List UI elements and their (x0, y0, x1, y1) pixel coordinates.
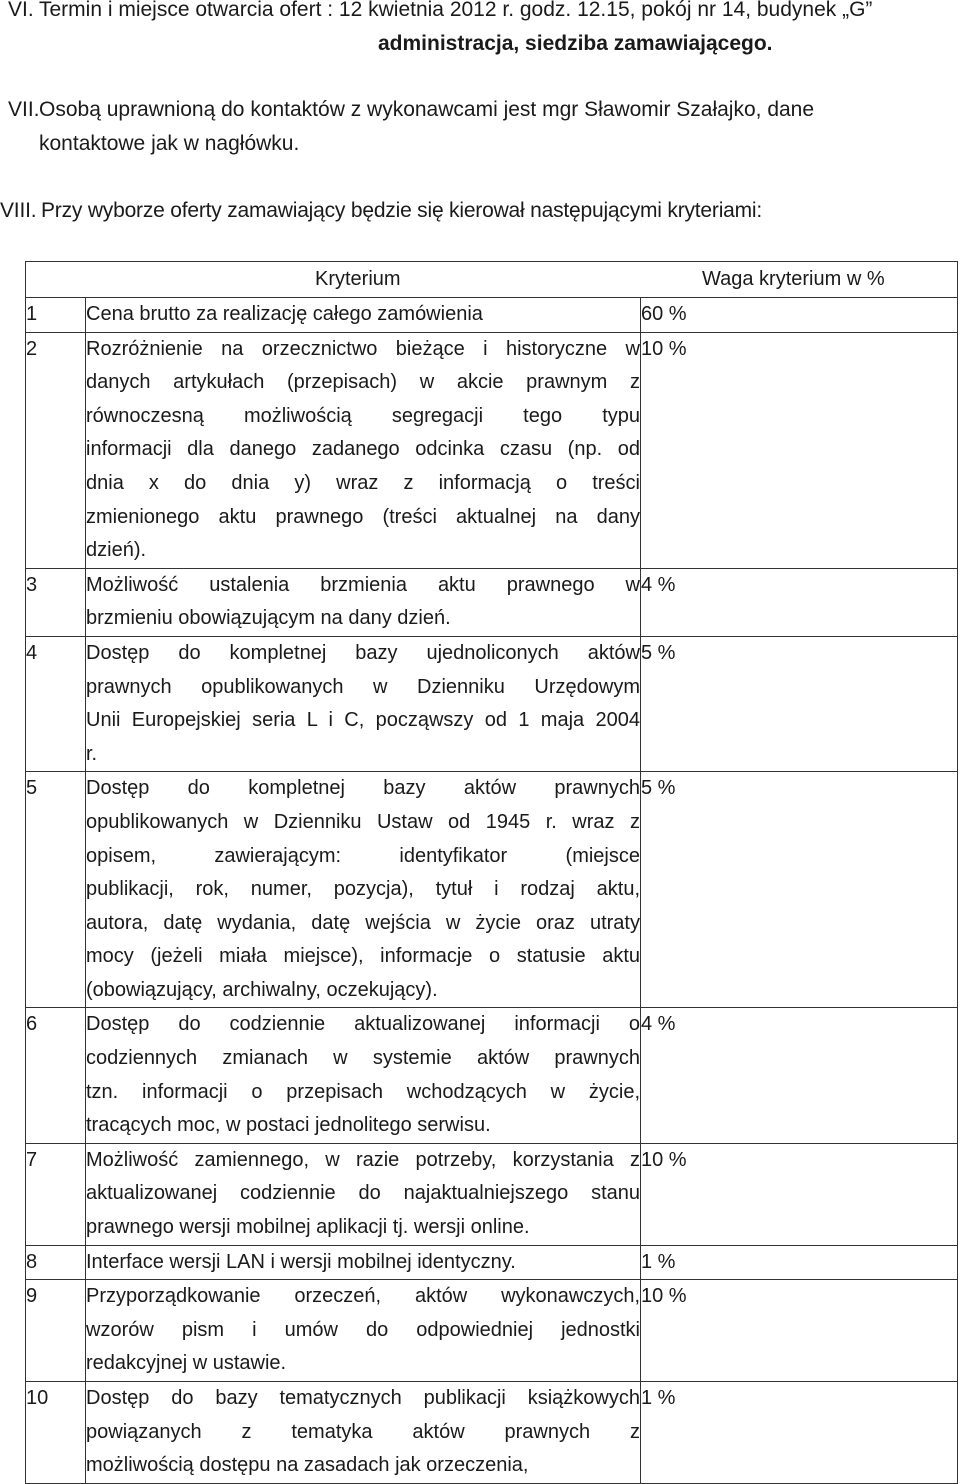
table-row (26, 568, 958, 636)
criterion-line: Dostęp do kompletnej bazy aktów prawnych (86, 777, 640, 800)
row-weight: 4 % (641, 568, 958, 636)
section-viii-number: VIII. (0, 199, 37, 222)
table-row (26, 1143, 958, 1245)
row-criterion (86, 772, 641, 1008)
criterion-line: możliwością dostępu na zasadach jak orzeczenia, (86, 1454, 529, 1477)
criterion-line: brzmieniu obowiązującym na dany dzień. (86, 607, 451, 630)
row-number: 7 (26, 1143, 86, 1245)
criterion-line: mocy (jeżeli miała miejsce), informacje o statusie aktu (86, 945, 640, 968)
criterion-line: (obowiązujący, archiwalny, oczekujący). (86, 978, 438, 1001)
row-criterion (86, 332, 641, 568)
criterion-line: dnia x do dnia y) wraz z informacją o treści (86, 471, 640, 494)
row-number: 3 (26, 568, 86, 636)
row-weight: 10 % (641, 1280, 958, 1382)
table-row (26, 1008, 958, 1143)
table-row (26, 298, 958, 333)
table-row (26, 772, 958, 1008)
section-vi-number: VI. (8, 0, 34, 21)
row-number: 4 (26, 636, 86, 771)
criterion-line: Dostęp do kompletnej bazy ujednoliconych aktów (86, 641, 640, 664)
table-row (26, 1382, 958, 1484)
criterion-line: powiązanych z tematyka aktów prawnych z (86, 1420, 640, 1443)
criterion-line: Interface wersji LAN i wersji mobilnej identyczny. (86, 1250, 516, 1273)
criterion-line: Rozróżnienie na orzecznictwo bieżące i historyczne w (86, 337, 640, 360)
section-vii-number: VII. (8, 98, 40, 121)
row-number: 9 (26, 1280, 86, 1382)
criterion-line: r. (86, 742, 98, 765)
row-weight: 5 % (641, 772, 958, 1008)
row-criterion (86, 1382, 641, 1484)
criterion-line: redakcyjnej w ustawie. (86, 1352, 287, 1375)
criterion-line: danych artykułach (przepisach) w akcie prawnym z (86, 371, 640, 394)
section-vi-line2: administracja, siedziba zamawiającego. (378, 32, 773, 55)
criterion-line: dzień). (86, 539, 147, 562)
row-criterion (86, 568, 641, 636)
table-row (26, 1245, 958, 1280)
section-vii-line1: Osobą uprawnioną do kontaktów z wykonawcami jest mgr Sławomir Szałajko, dane (39, 98, 815, 121)
criterion-line: zmienionego aktu prawnego (treści aktualnej na dany (86, 505, 640, 528)
row-criterion (86, 636, 641, 771)
criterion-line: autora, datę wydania, datę wejścia w życie oraz utraty (86, 911, 640, 934)
criterion-line: Dostęp do codziennie aktualizowanej informacji o (86, 1013, 640, 1036)
row-weight: 60 % (641, 298, 958, 333)
criterion-line: informacji dla danego zadanego odcinka czasu (np. od (86, 438, 640, 461)
row-criterion (86, 1245, 641, 1280)
row-number: 1 (26, 298, 86, 333)
row-weight: 4 % (641, 1008, 958, 1143)
criterion-line: tracących moc, w postaci jednolitego serwisu. (86, 1114, 491, 1137)
header-criterion: Kryterium (315, 268, 401, 290)
row-weight: 10 % (641, 1143, 958, 1245)
table-header-row (26, 262, 958, 298)
table-row (26, 636, 958, 771)
row-number: 2 (26, 332, 86, 568)
criterion-line: Unii Europejskiej seria L i C, począwszy od 1 maja 2004 (86, 709, 640, 732)
row-weight: 1 % (641, 1245, 958, 1280)
table-row (26, 332, 958, 568)
criterion-line: codziennych zmianach w systemie aktów prawnych (86, 1047, 640, 1070)
criterion-line: opublikowanych w Dzienniku Ustaw od 1945 r. wraz z (86, 810, 640, 833)
row-criterion (86, 1280, 641, 1382)
criterion-line: aktualizowanej codziennie do najaktualniejszego stanu (86, 1182, 640, 1205)
criterion-line: Możliwość ustalenia brzmienia aktu prawnego w (86, 573, 640, 596)
header-weight: Waga kryterium w % (702, 268, 885, 290)
criterion-line: publikacji, rok, numer, pozycja), tytuł i rodzaj aktu, (86, 878, 640, 901)
row-criterion (86, 1008, 641, 1143)
criterion-line: prawnego wersji mobilnej aplikacji tj. wersji online. (86, 1216, 530, 1239)
row-number: 6 (26, 1008, 86, 1143)
table-row (26, 1280, 958, 1382)
section-viii-text: Przy wyborze oferty zamawiający będzie się kierował następującymi kryteriami: (41, 199, 763, 222)
section-vii-line2: kontaktowe jak w nagłówku. (39, 132, 300, 155)
row-number: 5 (26, 772, 86, 1008)
criterion-line: Dostęp do bazy tematycznych publikacji książkowych (86, 1387, 640, 1409)
criterion-line: opisem, zawierającym: identyfikator (miejsce (86, 844, 640, 867)
criterion-line: tzn. informacji o przepisach wchodzących w życie, (86, 1080, 640, 1103)
criterion-line: Przyporządkowanie orzeczeń, aktów wykonawczych, (86, 1285, 640, 1308)
row-weight: 5 % (641, 636, 958, 771)
section-vi-line1: Termin i miejsce otwarcia ofert : 12 kwietnia 2012 r. godz. 12.15, pokój nr 14, budynek „G” (39, 0, 873, 21)
row-number: 10 (26, 1382, 86, 1484)
row-number: 8 (26, 1245, 86, 1280)
criterion-line: wzorów pism i umów do odpowiedniej jednostki (86, 1318, 640, 1341)
row-weight: 1 % (641, 1382, 958, 1484)
criterion-line: Możliwość zamiennego, w razie potrzeby, korzystania z (86, 1148, 640, 1171)
row-criterion (86, 298, 641, 333)
criterion-line: prawnych opublikowanych w Dzienniku Urzędowym (86, 675, 640, 698)
criteria-table (25, 261, 958, 1484)
criterion-line: Cena brutto za realizację całego zamówienia (86, 303, 483, 325)
row-weight: 10 % (641, 332, 958, 568)
row-criterion (86, 1143, 641, 1245)
criterion-line: równoczesną możliwością segregacji tego typu (86, 404, 640, 427)
